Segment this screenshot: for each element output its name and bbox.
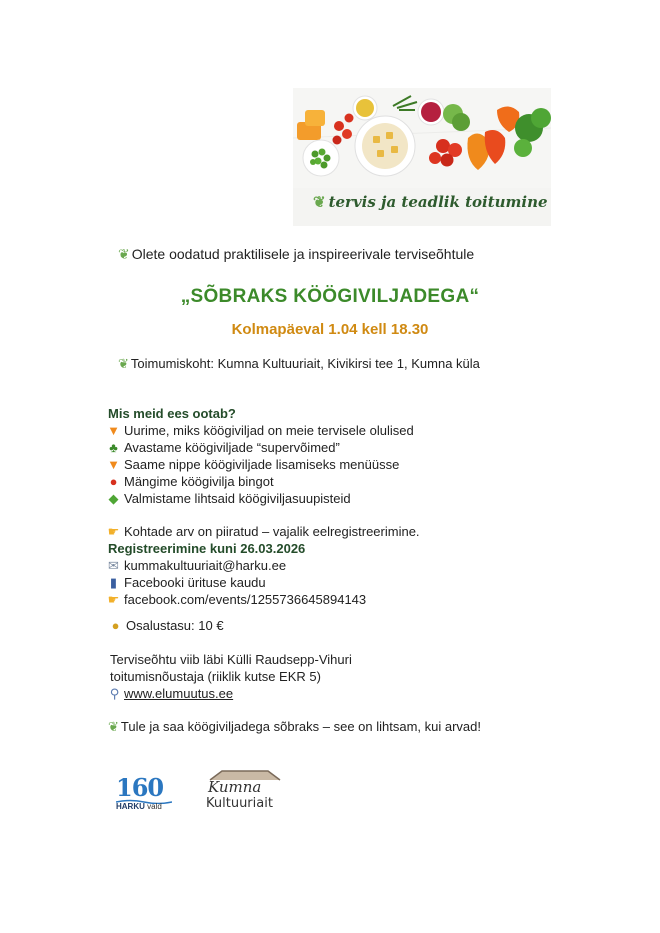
facebook-link[interactable]: facebook.com/events/1255736645894143 [124,592,367,607]
event-title: „SÕBRAKS KÖÖGIVILJADEGA“ [180,286,480,307]
harku-vald-logo [116,773,186,812]
fee-line: ● Osalustasu: 10 € [108,618,224,633]
broccoli-icon: ♣ [109,440,118,455]
cucumber-icon: ◆ [108,491,119,506]
vegetables-illustration [293,88,551,188]
magnifier-icon: ⚲ [109,686,120,701]
banner-tagline [313,193,548,211]
agenda-item: ● Mängime köögivilja bingot [106,474,274,489]
tagline-text: tervis ja teadlik toitumine [328,193,548,211]
mobile-phone-icon: ▮ [109,575,118,590]
money-bag-icon: ● [111,618,120,633]
sprig-icon: ❦ [313,193,326,211]
intro-text: Olete oodatud praktilisele ja inspireerivale terviseõhtule [131,246,475,262]
agenda-item: ▼ Uurime, miks köögiviljad on meie tervisele olulised [107,423,414,438]
sprig-icon: ❦ [108,719,119,734]
carrot-icon: ▼ [107,457,120,472]
sprig-icon: ❦ [118,356,129,371]
email-line [106,558,286,574]
venue-line [118,356,480,372]
event-date: Kolmapäeval 1.04 kell 18.30 [231,321,429,338]
logo-number: 160 [116,773,164,802]
host-line-1: Terviseõhtu viib läbi Külli Raudsepp-Vihuri [110,652,352,667]
venue-text: Toimumiskoht: Kumna Kultuuriait, Kivikirsi tee 1, Kumna küla [130,356,480,371]
agenda-item: ▼ Saame nippe köögiviljade lisamiseks menüüsse [107,457,400,472]
email-link[interactable]: kummakultuuriait@harku.ee [124,558,287,573]
website-link[interactable]: www.elumuutus.ee [124,686,234,701]
facebook-url-line [106,592,366,608]
header-banner [293,88,551,226]
agenda-item: ♣ Avastame köögiviljade “supervõimed” [106,440,340,455]
tomato-icon: ● [109,474,118,489]
agenda-heading: Mis meid ees ootab? [108,406,236,421]
website-line [108,686,233,702]
intro-line [118,246,474,263]
closing-line: ❦ Tule ja saa köögiviljadega sõbraks – see on lihtsam, kui arvad! [108,719,482,734]
pointing-hand-icon: ☛ [107,592,120,607]
carrot-icon: ▼ [107,423,120,438]
pointing-hand-icon: ☛ [107,524,120,539]
logo-name: HARKU vald [116,802,162,811]
sprig-icon: ❦ [118,246,130,262]
facebook-line: ▮ Facebooki ürituse kaudu [106,575,266,591]
registration-deadline: Registreerimine kuni 26.03.2026 [108,541,306,556]
logo-name: Kultuuriait [206,796,273,811]
agenda-item: ◆ Valmistame lihtsaid köögiviljasuupisteid [106,491,351,507]
kumna-kultuuriait-logo [204,768,284,816]
envelope-icon: ✉ [108,558,119,573]
logo-script: Kumna [208,778,262,796]
registration-note: ☛ Kohtade arv on piiratud – vajalik eelregistreerimine. [107,524,420,539]
host-line-2: toitumisnõustaja (riiklik kutse EKR 5) [110,669,321,684]
